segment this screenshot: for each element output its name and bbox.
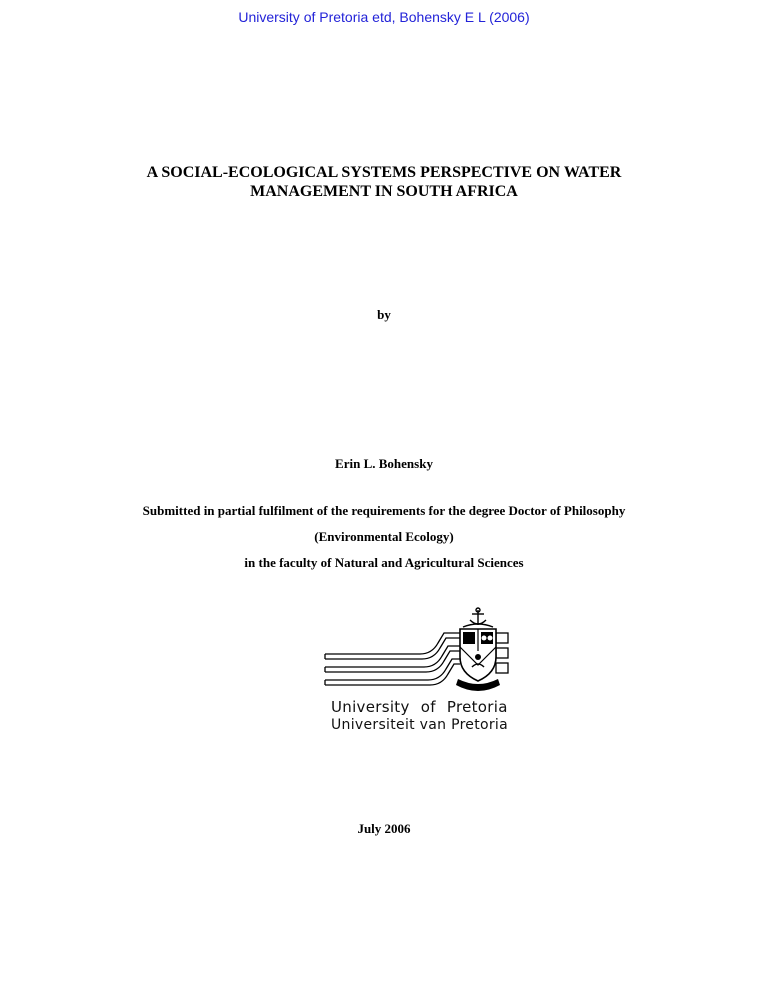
degree-statement-line-3: in the faculty of Natural and Agricultural Sciences <box>244 555 524 570</box>
university-crest-icon <box>320 607 520 702</box>
university-name-afrikaans: Universiteit van Pretoria <box>331 717 509 733</box>
by-label: by <box>377 307 391 322</box>
university-name-english: University of Pretoria <box>331 698 508 716</box>
submission-date: July 2006 <box>357 821 411 836</box>
degree-statement <box>0 498 768 576</box>
thesis-title <box>60 163 708 201</box>
thesis-title-line-2: MANAGEMENT IN SOUTH AFRICA <box>250 183 518 200</box>
source-header: University of Pretoria etd, Bohensky E L (2006) <box>238 9 530 25</box>
author-name: Erin L. Bohensky <box>335 456 433 471</box>
thesis-title-line-1: A SOCIAL-ECOLOGICAL SYSTEMS PERSPECTIVE ON WATER <box>146 164 622 181</box>
degree-statement-line-1: Submitted in partial fulfilment of the requirements for the degree Doctor of Philosophy <box>142 503 626 518</box>
degree-statement-line-2: (Environmental Ecology) <box>314 529 454 544</box>
